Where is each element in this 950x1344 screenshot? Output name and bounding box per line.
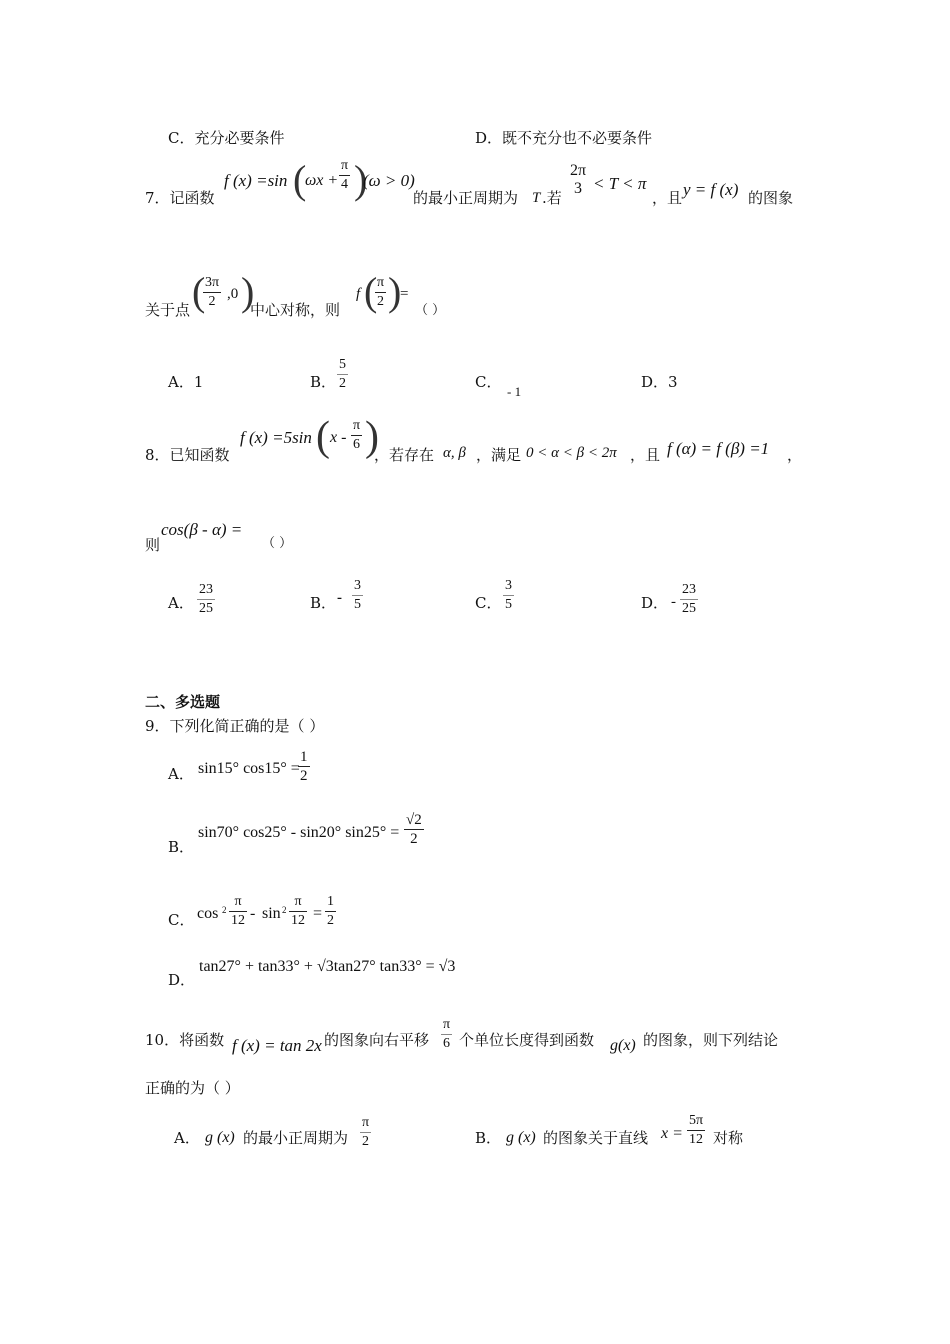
q7-equals: = [400,286,409,302]
q10-stem1: 10．将函数 [145,1031,225,1049]
q10-pi-over-6 [441,1017,452,1052]
q10-option-a-frac [360,1115,371,1150]
q9-option-b-expr: sin70° cos25° - sin20° sin25° = [198,824,400,841]
q7-l2-paren-left: ( [192,269,206,314]
q9-option-c-cos: cos [197,905,219,922]
q8-c-num: 3 [505,578,512,593]
q9-option-d-label: D． [168,971,196,989]
q7-number: 7．记函数 [145,189,215,207]
q10-option-b-label: B． [475,1129,502,1147]
q10-a-den: 2 [362,1134,370,1149]
q9-c-twelve2: 12 [291,913,305,928]
q8-b-num: 3 [354,578,361,593]
q9-b-num: √2 [406,812,422,828]
q9-option-c-frac2 [289,894,307,929]
q7-text1: 的最小正周期为 [413,189,519,207]
q8-option-b-frac [352,578,363,613]
q8-option-b-label: B． [310,594,337,612]
q7-l2b-paren-right: ) [388,269,402,314]
q7-zero: ,0 [227,286,239,302]
q8-c-den: 5 [505,597,512,612]
q10-g: g(x) [610,1037,636,1054]
q10-text3: 的图象，则下列结论 [643,1031,779,1049]
q9-a-den: 2 [300,768,308,784]
q7-line2-start: 关于点 [145,301,191,319]
q9-a-num: 1 [300,749,308,765]
q8-option-c-label: C． [475,594,502,612]
q7-arg: ωx + [305,172,339,189]
q8-comma: ， [787,446,803,464]
q8-d-num: 23 [682,582,696,597]
q10-option-b-end: 对称 [713,1129,744,1147]
q6-option-c: C．充分必要条件 [168,129,285,147]
q9-c-twelve1: 12 [231,913,245,928]
q9-c-den: 2 [327,913,334,928]
q7-pi-over-2 [375,275,386,310]
q9-stem: 9．下列化简正确的是（ ） [145,717,325,735]
q7-3pi-over-2 [203,275,221,310]
q8-text2: ，满足 [476,446,522,464]
q10-option-b-x: x = [661,1125,683,1142]
q10-option-b-g: g (x) [506,1129,536,1146]
q10-pi: π [443,1017,451,1032]
q7-three: 3 [574,180,583,197]
q7-option-c-val: - 1 [507,384,522,399]
q7-pi-2: π [377,275,385,290]
section-title: 二、多选题 [145,693,221,711]
q7-option-d: D．3 [641,373,678,391]
q7-paren-right: ) [354,157,368,202]
q8-blank: （ ） [262,536,293,551]
q9-c-num: 1 [327,894,334,909]
q7-text4: 的图象 [748,189,794,207]
q8-option-d-frac [680,582,698,617]
q8-paren-left: ( [316,414,330,460]
q9-option-c-minus: - [250,905,256,922]
q7-two: 2 [208,294,216,309]
q9-option-b-label: B． [168,838,195,856]
q7-pi: π [341,158,349,173]
q10-option-a-text: 的最小正周期为 [243,1129,349,1147]
q8-ab: α, β [443,445,466,461]
q7-option-a: A．1 [168,373,204,391]
q9-option-c-sin: sin [262,905,281,922]
q8-pi-over-6 [351,418,362,453]
q10-func: f (x) = tan 2x [232,1036,322,1055]
q10-b-num: 5π [689,1113,704,1128]
q8-func: f (x) =5sin [240,428,312,447]
q8-option-b-sign: - [337,590,342,606]
q8-cos: cos(β - α) = [161,520,243,539]
q9-option-d-expr: tan27° + tan33° + √3tan27° tan33° = √3 [199,958,456,975]
q7-yfx: y = f (x) [683,180,739,199]
q9-option-c-label: C． [168,911,195,929]
q8-text3: ，且 [630,446,661,464]
q7-f: f [356,286,361,302]
q7-text3: ，且 [652,189,683,207]
q8-ineq: 0 < α < β < 2π [526,445,617,461]
q7-l2-paren-right: ) [241,269,255,314]
q9-b-den: 2 [410,831,418,847]
q9-option-c-eq: = [313,905,323,922]
q8-option-a-frac [197,582,215,617]
q8-text1: ，若存在 [374,446,435,464]
q7-ineq: < T < π [593,174,647,193]
q8-option-a-label: A． [168,594,194,612]
q9-option-a-frac [298,749,310,784]
q8-eq: f (α) = f (β) =1 [667,439,770,458]
q8-number: 8．已知函数 [145,446,230,464]
q10-b-den: 12 [689,1132,704,1147]
q10-stem2: 正确的为（ ） [145,1079,240,1097]
q7-l2b-paren-left: ( [364,269,378,314]
q10-option-a-g: g (x) [205,1129,235,1146]
q10-six: 6 [443,1036,451,1051]
q7-b-den: 2 [339,376,346,391]
q7-T: T [532,190,541,206]
q10-option-b-text: 的图象关于直线 [543,1129,649,1147]
q8-d-den: 25 [682,601,696,616]
q7-pi-over-4 [339,158,350,193]
q9-option-c-frac1 [229,894,247,929]
q8-line2-start: 则 [145,536,161,554]
q7-option-b-frac [337,357,348,392]
q10-option-b-frac [687,1113,705,1148]
q8-option-d-sign: - [671,594,676,610]
q8-pi: π [353,418,361,433]
q10-a-num: π [362,1115,370,1130]
q7-text2: .若 [542,189,562,207]
q8-paren-right: ) [365,414,379,460]
q8-option-c-frac [503,578,514,613]
q10-text1: 的图象向右平移 [324,1031,430,1049]
q7-option-b-label: B． [310,373,337,391]
q9-option-a-expr: sin15° cos15° = [198,760,300,777]
q8-option-d-label: D． [641,594,669,612]
q9-option-a-label: A． [168,765,194,783]
q7-two-2: 2 [377,294,385,309]
q8-six: 6 [353,437,361,452]
q7-option-c-label: C． [475,373,502,391]
q7-paren-left: ( [293,157,307,202]
q8-b-den: 5 [354,597,361,612]
q7-three-pi: 3π [205,275,220,290]
q8-a-den: 25 [199,601,213,616]
q9-c-pi2: π [294,894,302,909]
q9-c-pi1: π [234,894,242,909]
q7-line2-mid: 中心对称，则 [250,301,341,319]
q8-a-num: 23 [199,582,213,597]
q10-text2: 个单位长度得到函数 [459,1031,595,1049]
q7-2pi-over-3 [568,163,588,197]
q8-arg: x - [330,429,347,446]
q9-option-c-sq1: 2 [222,905,227,915]
q9-option-b-frac [404,812,424,847]
q10-option-a-label: A． [174,1129,200,1147]
q7-cond: (ω > 0) [363,171,415,190]
q9-option-c-sq2: 2 [282,905,287,915]
q7-blank: （ ） [415,303,446,318]
q7-twopi: 2π [570,162,587,179]
q6-option-d: D．既不充分也不必要条件 [475,129,653,147]
q7-func: f (x) =sin [224,171,288,190]
q7-four: 4 [341,177,349,192]
q7-b-num: 5 [339,357,346,372]
q9-option-c-frac3 [325,894,336,929]
